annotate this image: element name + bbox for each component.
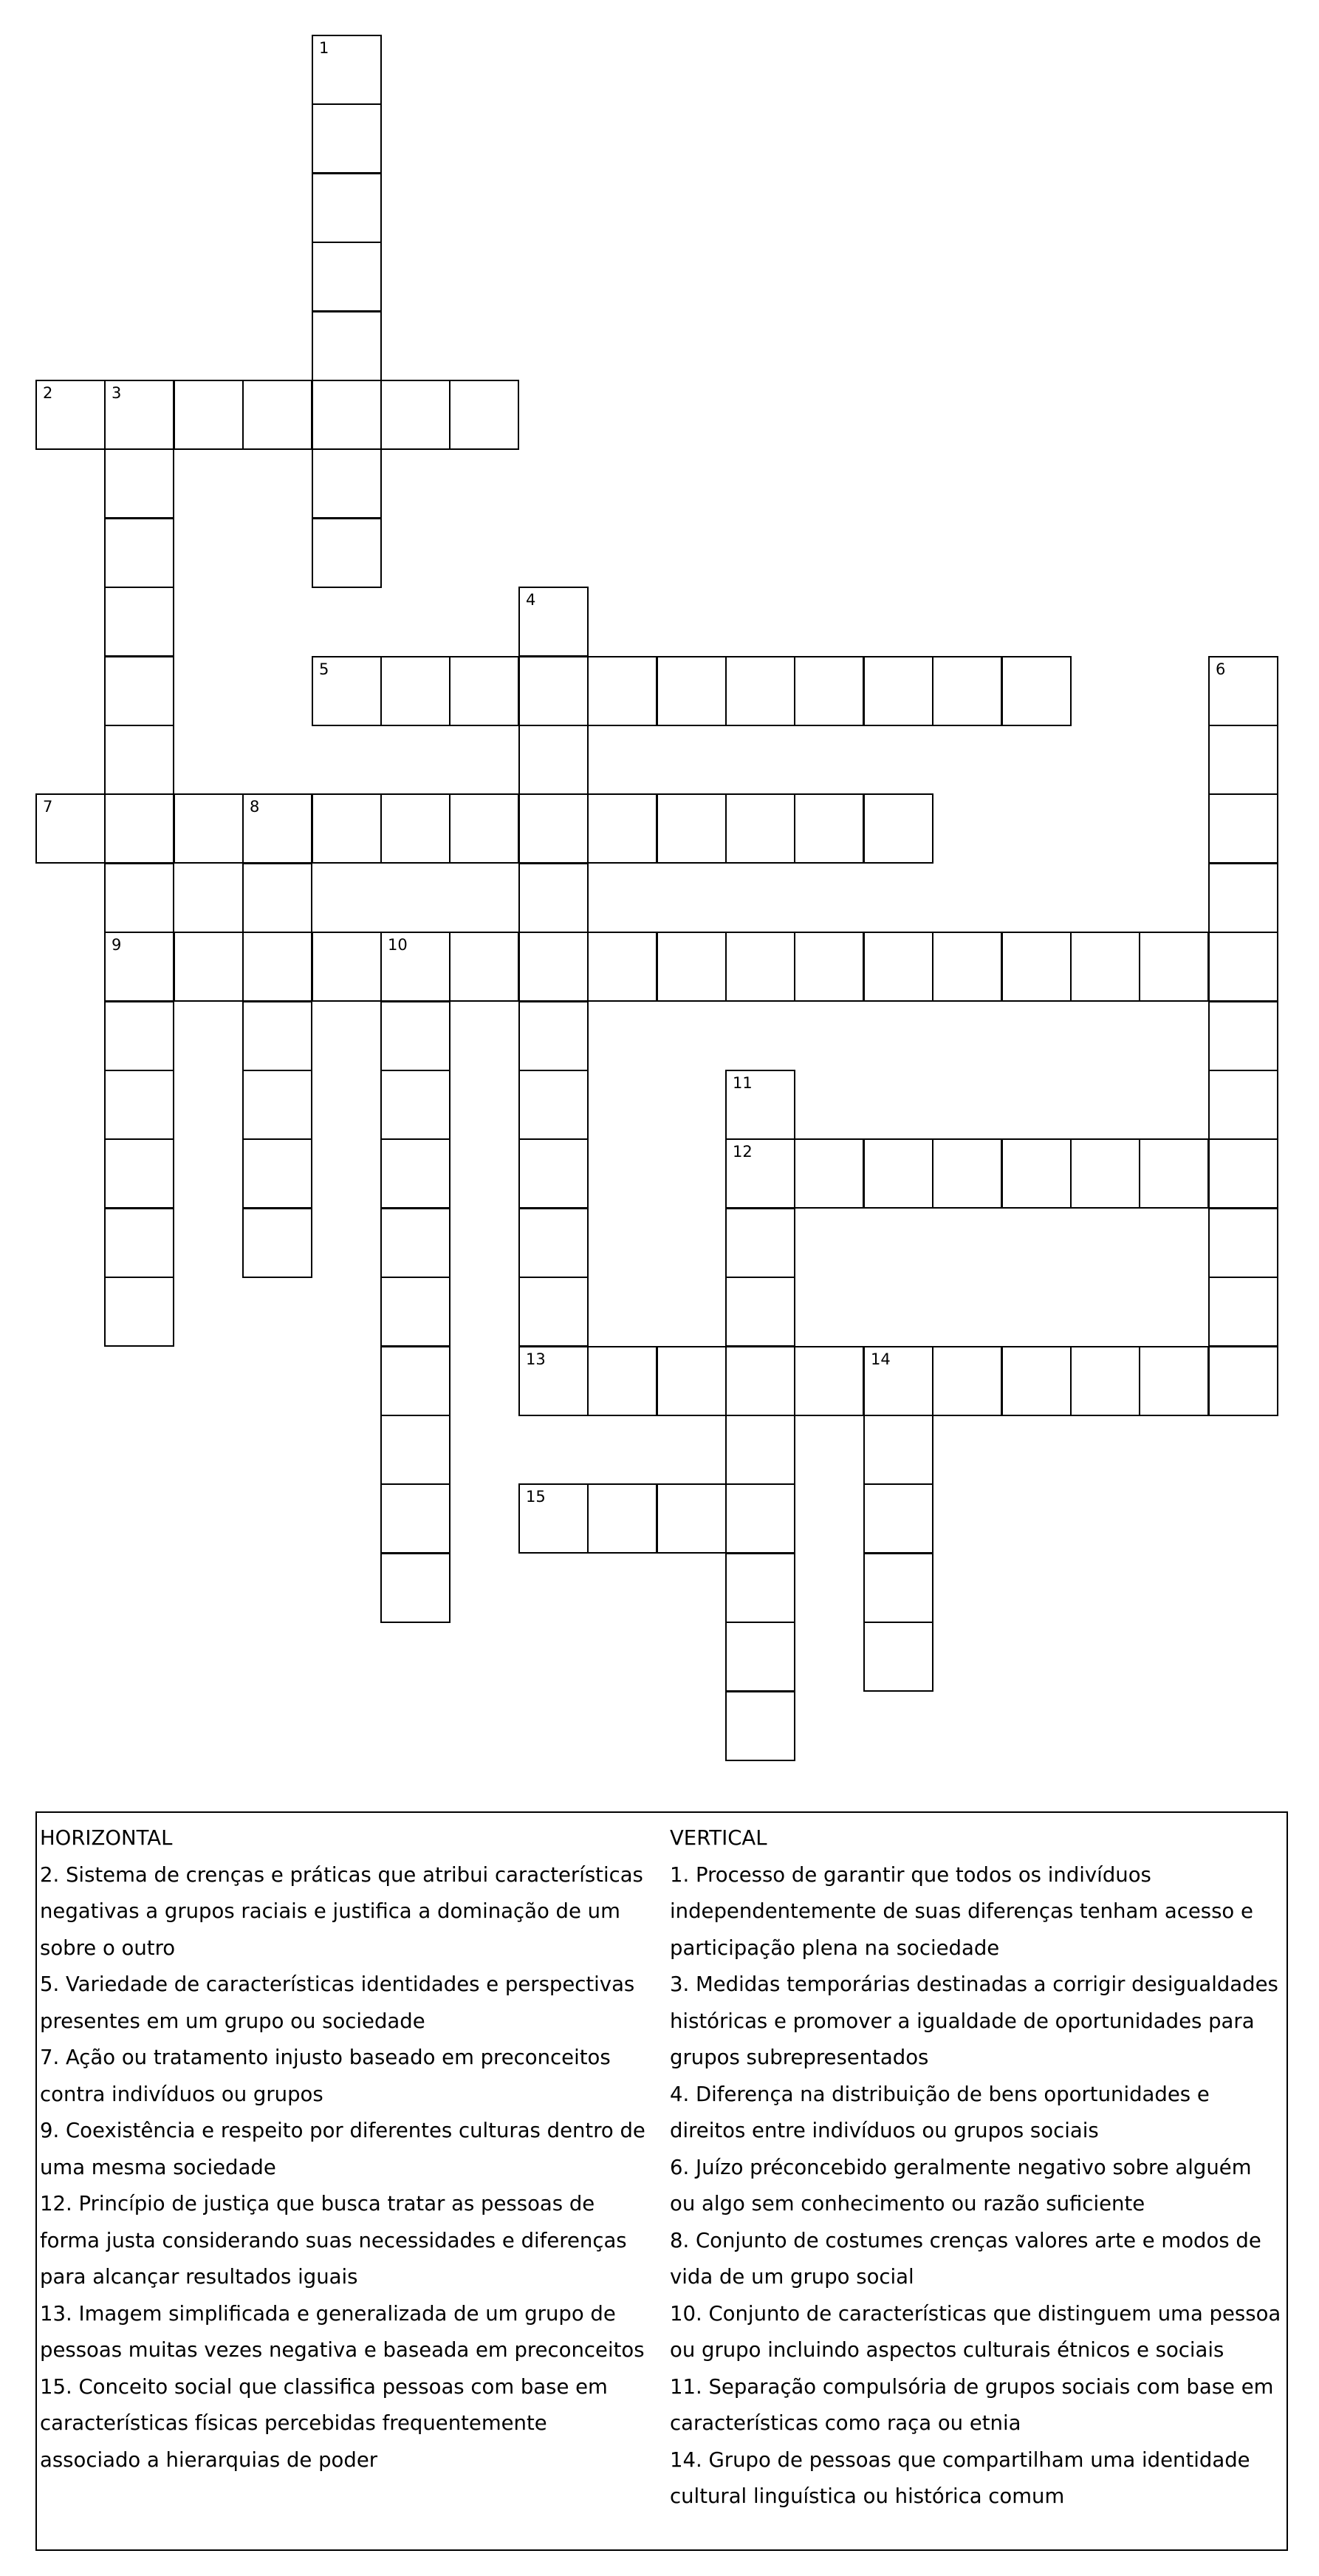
- clue-vertical-14: 14. Grupo de pessoas que compartilham uma identidade cultural linguística ou histórica comum: [670, 2447, 1250, 2508]
- clue-number-6: 6: [1216, 660, 1226, 678]
- grid-cell-r22-c5[interactable]: [380, 1553, 450, 1623]
- grid-cell-r18-c17[interactable]: [1208, 1277, 1278, 1347]
- grid-cell-r1-c4[interactable]: [312, 103, 382, 174]
- grid-cell-r11-c12[interactable]: [863, 793, 933, 864]
- grid-cell-r5-c4[interactable]: [312, 380, 382, 450]
- grid-cell-r15-c3[interactable]: [242, 1070, 312, 1140]
- grid-cell-r6-c4[interactable]: [312, 448, 382, 519]
- clue-number-15: 15: [526, 1488, 546, 1506]
- grid-cell-r7-c1[interactable]: [104, 518, 174, 588]
- grid-cell-r13-c1[interactable]: [104, 932, 174, 1002]
- grid-cell-r11-c5[interactable]: [380, 793, 450, 864]
- grid-cell-r21-c9[interactable]: [657, 1483, 727, 1554]
- grid-cell-r6-c1[interactable]: [104, 448, 174, 519]
- grid-cell-r16-c15[interactable]: [1070, 1138, 1140, 1209]
- grid-cell-r13-c8[interactable]: [587, 932, 657, 1002]
- grid-cell-r21-c5[interactable]: [380, 1483, 450, 1554]
- grid-cell-r17-c7[interactable]: [518, 1208, 589, 1278]
- grid-cell-r9-c10[interactable]: [725, 656, 795, 726]
- clue-number-4: 4: [526, 591, 536, 609]
- clues-panel: [35, 1811, 1288, 2551]
- grid-cell-r11-c9[interactable]: [657, 793, 727, 864]
- clue-horizontal-5: 5. Variedade de características identidades e perspectivas presentes em um grupo ou sociedade: [40, 1972, 635, 2033]
- clue-horizontal-9: 9. Coexistência e respeito por diferentes culturas dentro de uma mesma sociedade: [40, 2119, 645, 2179]
- clue-horizontal-7: 7. Ação ou tratamento injusto baseado em preconceitos contra indivíduos ou grupos: [40, 2046, 611, 2106]
- grid-cell-r19-c9[interactable]: [657, 1346, 727, 1416]
- grid-cell-r15-c1[interactable]: [104, 1070, 174, 1140]
- grid-cell-r13-c3[interactable]: [242, 932, 312, 1002]
- grid-cell-r19-c5[interactable]: [380, 1346, 450, 1416]
- horizontal-heading: HORIZONTAL: [40, 1826, 173, 1850]
- grid-cell-r17-c1[interactable]: [104, 1208, 174, 1278]
- grid-cell-r9-c14[interactable]: [1001, 656, 1072, 726]
- clue-number-3: 3: [112, 384, 122, 402]
- grid-cell-r9-c12[interactable]: [863, 656, 933, 726]
- grid-cell-r11-c10[interactable]: [725, 793, 795, 864]
- grid-cell-r19-c11[interactable]: [794, 1346, 864, 1416]
- grid-cell-r7-c4[interactable]: [312, 518, 382, 588]
- grid-cell-r0-c4[interactable]: [312, 35, 382, 105]
- clue-horizontal-2: 2. Sistema de crenças e práticas que atribui características negativas a grupos raciais e justifica a dominação de um sobre o outro: [40, 1862, 643, 1960]
- grid-cell-r13-c13[interactable]: [932, 932, 1002, 1002]
- grid-cell-r12-c3[interactable]: [242, 863, 312, 933]
- grid-cell-r18-c1[interactable]: [104, 1277, 174, 1347]
- grid-cell-r4-c4[interactable]: [312, 311, 382, 381]
- clue-horizontal-13: 13. Imagem simplificada e generalizada de um grupo de pessoas muitas vezes negativa e baseada em preconceitos: [40, 2301, 645, 2362]
- grid-cell-r9-c17[interactable]: [1208, 656, 1278, 726]
- grid-cell-r5-c1[interactable]: [104, 380, 174, 450]
- grid-cell-r14-c17[interactable]: [1208, 1001, 1278, 1071]
- grid-cell-r5-c6[interactable]: [449, 380, 519, 450]
- grid-cell-r11-c2[interactable]: [174, 793, 244, 864]
- clue-number-8: 8: [250, 798, 260, 816]
- clue-vertical-6: 6. Juízo préconcebido geralmente negativo sobre alguém ou algo sem conhecimento ou razão suficiente: [670, 2155, 1252, 2215]
- grid-cell-r11-c6[interactable]: [449, 793, 519, 864]
- grid-cell-r11-c3[interactable]: [242, 793, 312, 864]
- grid-cell-r9-c8[interactable]: [587, 656, 657, 726]
- clue-number-14: 14: [871, 1350, 891, 1368]
- vertical-heading: VERTICAL: [670, 1826, 767, 1850]
- grid-cell-r13-c6[interactable]: [449, 932, 519, 1002]
- grid-cell-r20-c10[interactable]: [725, 1415, 795, 1485]
- grid-cell-r5-c0[interactable]: [35, 380, 106, 450]
- grid-cell-r18-c7[interactable]: [518, 1277, 589, 1347]
- grid-cell-r14-c1[interactable]: [104, 1001, 174, 1071]
- clue-number-7: 7: [43, 798, 53, 816]
- grid-cell-r9-c1[interactable]: [104, 656, 174, 726]
- grid-cell-r19-c13[interactable]: [932, 1346, 1002, 1416]
- grid-cell-r9-c13[interactable]: [932, 656, 1002, 726]
- grid-cell-r13-c16[interactable]: [1139, 932, 1209, 1002]
- grid-cell-r9-c6[interactable]: [449, 656, 519, 726]
- clue-number-10: 10: [388, 936, 408, 954]
- grid-cell-r19-c14[interactable]: [1001, 1346, 1072, 1416]
- grid-cell-r5-c2[interactable]: [174, 380, 244, 450]
- grid-cell-r9-c5[interactable]: [380, 656, 450, 726]
- grid-cell-r15-c5[interactable]: [380, 1070, 450, 1140]
- clue-number-12: 12: [733, 1143, 753, 1161]
- clue-horizontal-12: 12. Princípio de justiça que busca tratar as pessoas de forma justa considerando suas necessidades e diferenças para alcançar resultados iguais: [40, 2192, 627, 2289]
- grid-cell-r2-c4[interactable]: [312, 173, 382, 243]
- grid-cell-r9-c11[interactable]: [794, 656, 864, 726]
- grid-cell-r15-c7[interactable]: [518, 1070, 589, 1140]
- grid-cell-r15-c10[interactable]: [725, 1070, 795, 1140]
- grid-cell-r12-c17[interactable]: [1208, 863, 1278, 933]
- horizontal-clues-column: [40, 1820, 653, 2478]
- grid-cell-r17-c3[interactable]: [242, 1208, 312, 1278]
- grid-cell-r18-c5[interactable]: [380, 1277, 450, 1347]
- grid-cell-r21-c10[interactable]: [725, 1483, 795, 1554]
- grid-cell-r11-c4[interactable]: [312, 793, 382, 864]
- grid-cell-r13-c12[interactable]: [863, 932, 933, 1002]
- grid-cell-r15-c17[interactable]: [1208, 1070, 1278, 1140]
- grid-cell-r18-c10[interactable]: [725, 1277, 795, 1347]
- grid-cell-r16-c7[interactable]: [518, 1138, 589, 1209]
- grid-cell-r10-c7[interactable]: [518, 725, 589, 795]
- grid-cell-r21-c7[interactable]: [518, 1483, 589, 1554]
- grid-cell-r13-c4[interactable]: [312, 932, 382, 1002]
- grid-cell-r22-c10[interactable]: [725, 1553, 795, 1623]
- grid-cell-r9-c4[interactable]: [312, 656, 382, 726]
- grid-cell-r16-c16[interactable]: [1139, 1138, 1209, 1209]
- grid-cell-r19-c15[interactable]: [1070, 1346, 1140, 1416]
- grid-cell-r12-c7[interactable]: [518, 863, 589, 933]
- grid-cell-r14-c5[interactable]: [380, 1001, 450, 1071]
- grid-cell-r22-c12[interactable]: [863, 1553, 933, 1623]
- grid-cell-r21-c8[interactable]: [587, 1483, 657, 1554]
- grid-cell-r17-c10[interactable]: [725, 1208, 795, 1278]
- clue-vertical-1: 1. Processo de garantir que todos os indivíduos independentemente de suas diferenças tenham acesso e participação plena na sociedade: [670, 1862, 1253, 1960]
- grid-cell-r24-c10[interactable]: [725, 1691, 795, 1761]
- grid-cell-r21-c12[interactable]: [863, 1483, 933, 1554]
- clue-vertical-11: 11. Separação compulsória de grupos sociais com base em características como raça ou etnia: [670, 2374, 1274, 2435]
- grid-cell-r13-c14[interactable]: [1001, 932, 1072, 1002]
- grid-cell-r11-c17[interactable]: [1208, 793, 1278, 864]
- grid-cell-r14-c7[interactable]: [518, 1001, 589, 1071]
- clue-vertical-4: 4. Diferença na distribuição de bens oportunidades e direitos entre indivíduos ou grupos sociais: [670, 2082, 1210, 2142]
- grid-cell-r19-c7[interactable]: [518, 1346, 589, 1416]
- grid-cell-r16-c11[interactable]: [794, 1138, 864, 1209]
- grid-cell-r10-c17[interactable]: [1208, 725, 1278, 795]
- grid-cell-r11-c1[interactable]: [104, 793, 174, 864]
- grid-cell-r11-c0[interactable]: [35, 793, 106, 864]
- clue-vertical-10: 10. Conjunto de características que distinguem uma pessoa ou grupo incluindo aspectos culturais étnicos e sociais: [670, 2301, 1281, 2362]
- grid-cell-r8-c1[interactable]: [104, 587, 174, 657]
- grid-cell-r16-c5[interactable]: [380, 1138, 450, 1209]
- grid-cell-r11-c7[interactable]: [518, 793, 589, 864]
- grid-cell-r9-c9[interactable]: [657, 656, 727, 726]
- grid-cell-r13-c10[interactable]: [725, 932, 795, 1002]
- grid-cell-r16-c14[interactable]: [1001, 1138, 1072, 1209]
- grid-cell-r19-c17[interactable]: [1208, 1346, 1278, 1416]
- grid-cell-r20-c5[interactable]: [380, 1415, 450, 1485]
- grid-cell-r13-c2[interactable]: [174, 932, 244, 1002]
- grid-cell-r8-c7[interactable]: [518, 587, 589, 657]
- clue-number-11: 11: [733, 1074, 753, 1092]
- grid-cell-r23-c12[interactable]: [863, 1622, 933, 1692]
- clue-vertical-3: 3. Medidas temporárias destinadas a corrigir desigualdades históricas e promover a igualdade de oportunidades para grupos subrepresentados: [670, 1972, 1278, 2069]
- clue-number-13: 13: [526, 1350, 546, 1368]
- clue-vertical-8: 8. Conjunto de costumes crenças valores arte e modos de vida de um grupo social: [670, 2228, 1261, 2289]
- clue-number-1: 1: [319, 39, 329, 57]
- grid-cell-r17-c17[interactable]: [1208, 1208, 1278, 1278]
- grid-cell-r19-c16[interactable]: [1139, 1346, 1209, 1416]
- grid-cell-r14-c3[interactable]: [242, 1001, 312, 1071]
- grid-cell-r19-c12[interactable]: [863, 1346, 933, 1416]
- grid-cell-r13-c9[interactable]: [657, 932, 727, 1002]
- grid-cell-r13-c17[interactable]: [1208, 932, 1278, 1002]
- grid-cell-r19-c10[interactable]: [725, 1346, 795, 1416]
- grid-cell-r20-c12[interactable]: [863, 1415, 933, 1485]
- grid-cell-r5-c3[interactable]: [242, 380, 312, 450]
- grid-cell-r5-c5[interactable]: [380, 380, 450, 450]
- clue-horizontal-15: 15. Conceito social que classifica pessoas com base em características físicas percebidas frequentemente associado a hierarquias de poder: [40, 2374, 608, 2472]
- clue-number-9: 9: [112, 936, 122, 954]
- grid-cell-r9-c7[interactable]: [518, 656, 589, 726]
- clue-number-2: 2: [43, 384, 53, 402]
- grid-cell-r13-c15[interactable]: [1070, 932, 1140, 1002]
- grid-cell-r13-c11[interactable]: [794, 932, 864, 1002]
- grid-cell-r3-c4[interactable]: [312, 242, 382, 312]
- grid-cell-r11-c11[interactable]: [794, 793, 864, 864]
- grid-cell-r16-c1[interactable]: [104, 1138, 174, 1209]
- grid-cell-r11-c8[interactable]: [587, 793, 657, 864]
- grid-cell-r19-c8[interactable]: [587, 1346, 657, 1416]
- grid-cell-r13-c7[interactable]: [518, 932, 589, 1002]
- grid-cell-r17-c5[interactable]: [380, 1208, 450, 1278]
- grid-cell-r16-c10[interactable]: [725, 1138, 795, 1209]
- grid-cell-r16-c13[interactable]: [932, 1138, 1002, 1209]
- grid-cell-r10-c1[interactable]: [104, 725, 174, 795]
- grid-cell-r13-c5[interactable]: [380, 932, 450, 1002]
- vertical-clues-column: [670, 1820, 1283, 2515]
- grid-cell-r12-c1[interactable]: [104, 863, 174, 933]
- grid-cell-r23-c10[interactable]: [725, 1622, 795, 1692]
- clue-number-5: 5: [319, 660, 329, 678]
- grid-cell-r16-c3[interactable]: [242, 1138, 312, 1209]
- grid-cell-r16-c12[interactable]: [863, 1138, 933, 1209]
- grid-cell-r16-c17[interactable]: [1208, 1138, 1278, 1209]
